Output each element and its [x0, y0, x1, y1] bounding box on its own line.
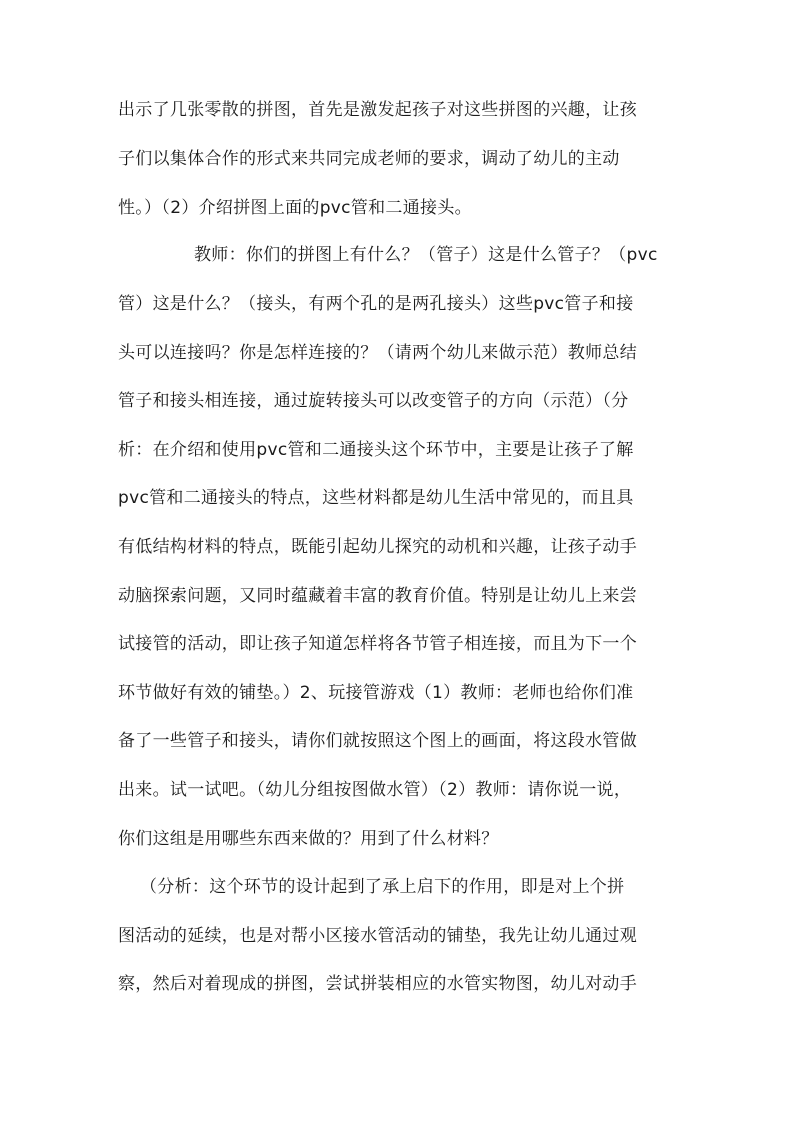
text-line: 子们以集体合作的形式来共同完成老师的要求，调动了幼儿的主动 — [118, 149, 620, 169]
paragraph-first-line: （分析：这个环节的设计起到了承上启下的作用，即是对上个拼 — [140, 877, 625, 897]
text-line: 性。）（2）介绍拼图上面的pvc管和二通接头。 — [118, 198, 472, 218]
text-line: 管子和接头相连接，通过旋转接头可以改变管子的方向（示范）（分 — [118, 391, 629, 411]
text-line: 出示了几张零散的拼图，首先是激发起孩子对这些拼图的兴趣，让孩 — [118, 100, 637, 120]
text-line: 环节做好有效的铺垫。）2、玩接管游戏（1）教师：老师也给你们准 — [118, 683, 634, 703]
text-line: 备了一些管子和接头，请你们就按照这个图上的画面，将这段水管做 — [118, 731, 637, 751]
text-line: 动脑探索问题，又同时蕴藏着丰富的教育价值。特别是让幼儿上来尝 — [118, 586, 637, 606]
text-line: pvc管和二通接头的特点，这些材料都是幼儿生活中常见的，而且具 — [118, 488, 634, 508]
text-line: 出来。试一试吧。（幼儿分组按图做水管）（2）教师：请你说一说， — [118, 780, 632, 800]
text-line: 察，然后对着现成的拼图，尝试拼装相应的水管实物图，幼儿对动手 — [118, 974, 637, 994]
paragraph-first-line: 教师：你们的拼图上有什么？（管子）这是什么管子？（pvc — [194, 245, 658, 265]
text-line: 析：在介绍和使用pvc管和二通接头这个环节中，主要是让孩子了解 — [118, 440, 634, 460]
text-line: 管）这是什么？（接头，有两个孔的是两孔接头）这些pvc管子和接 — [118, 294, 634, 314]
text-line: 头可以连接吗？你是怎样连接的？（请两个幼儿来做示范）教师总结 — [118, 343, 637, 363]
text-line: 你们这组是用哪些东西来做的？用到了什么材料？ — [118, 829, 499, 849]
text-line: 试接管的活动，即让孩子知道怎样将各节管子相连接，而且为下一个 — [118, 634, 637, 654]
text-line: 图活动的延续，也是对帮小区接水管活动的铺垫，我先让幼儿通过观 — [118, 926, 637, 946]
text-line: 有低结构材料的特点，既能引起幼儿探究的动机和兴趣，让孩子动手 — [118, 537, 637, 557]
